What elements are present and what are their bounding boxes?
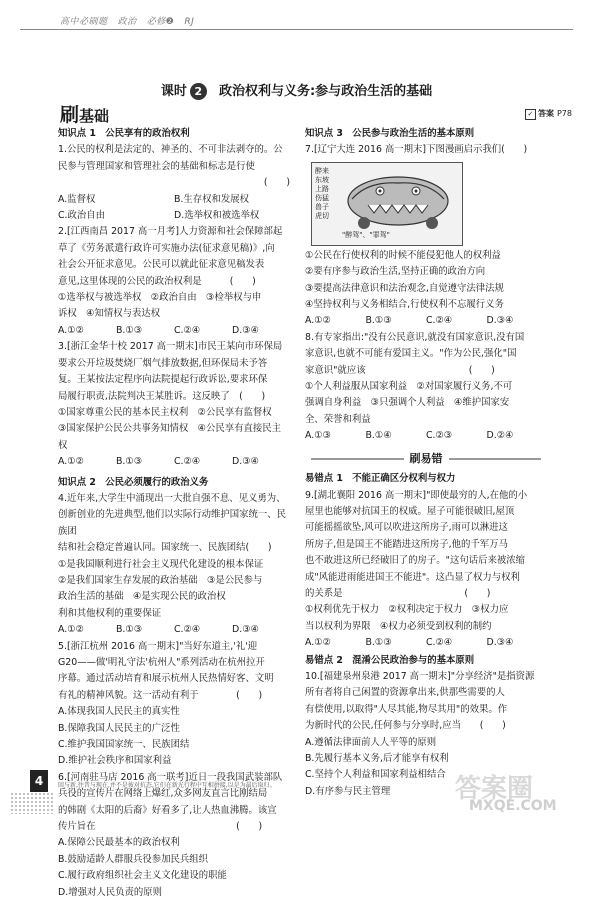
footer-motto: 回与新,往昔与现在,并不是彼对抗态,它们在新光行程中互相拼接,以是为最后取归。 — [58, 782, 276, 789]
cartoon-char: 路 — [322, 184, 329, 193]
q4-options — [58, 622, 290, 638]
option: C.②④ — [426, 315, 453, 327]
question-7 — [305, 142, 547, 329]
question-9 — [305, 488, 547, 652]
q9-line: ①权利优先于权力 ②权利决定于权力 ③权力应 — [305, 604, 509, 616]
q9-line: 所房子,但是国王不能踏进这所房子,他的千军万马 — [305, 538, 508, 550]
q1-line: ( ) — [263, 177, 290, 189]
q9-line: 可能摇摇欲坠,风可以吹进这所房子,雨可以淋进这 — [305, 522, 508, 534]
edition: RJ — [184, 17, 195, 27]
cartoon-char: 兽 — [315, 202, 322, 211]
q2-line: ①选举权与被选举权 ②政治自由 ③检举权与申 — [58, 292, 262, 304]
option: A.①② — [305, 315, 332, 327]
option: D.③④ — [232, 624, 260, 636]
option: C.②④ — [174, 624, 201, 636]
q3-line: 3.[浙江金华十校 2017 高一期末]市民王某向市环保局 — [58, 341, 283, 353]
q9-options — [305, 635, 547, 651]
option: B.①③ — [365, 315, 392, 327]
q4-line: 利和其他权利的重要保证 — [58, 607, 162, 619]
book: 必修❷ — [146, 17, 175, 27]
q5-line: 5.[浙江杭州 2016 高一期末]"当好东道主,'礼'迎 — [58, 640, 258, 652]
running-header — [60, 14, 194, 27]
option: C.②④ — [174, 324, 201, 336]
cartoon-char: 猛 — [322, 193, 329, 202]
q3-line: 局履行职责,法院判决王某胜诉。这反映了 ( ) — [58, 390, 266, 402]
q10-line: 为新时代的公民,任何参与分享时,应当 ( ) — [305, 720, 506, 732]
cartoon-char: 上 — [315, 184, 322, 193]
q4-line: 创新创业的先进典型,他们以实际行动维护国家统一、民族团 — [58, 509, 286, 537]
answer-reference — [525, 108, 572, 120]
q9-line: 当以权利为界限 ④权力必须受到权利的制约 — [305, 620, 492, 632]
q10-line: 所有者将自己闲置的资源拿出来,供那些需要的人 — [305, 687, 505, 699]
lesson-heading: 政治权利与义务:参与政治生活的基础 — [218, 84, 433, 99]
option: B.①④ — [365, 430, 392, 442]
q5-line: 序幕。通过活动培育和展示杭州人民热情好客、文明 — [58, 673, 274, 685]
q8-line: 8.有专家指出:"没有公民意识,就没有国家意识,没有国 — [305, 331, 525, 343]
error-point-2: 易错点 2 混淆公民政治参与的基本原则 — [305, 654, 475, 666]
watermark-logo — [455, 768, 575, 818]
cartoon-char: 来 — [322, 166, 329, 175]
option: D.增强对人民负责的原则 — [58, 886, 162, 898]
series-name: 高中必刷题 — [60, 17, 108, 27]
option: C.维护我国国家统一、民族团结 — [58, 739, 190, 751]
q1-line: 民参与管理国家和管理社会的基础和标志是行使 — [58, 160, 255, 172]
option: D.③④ — [486, 637, 514, 649]
q3-line: 要求公开垃圾焚烧厂烟气排放数据,但环保局未予答 — [58, 357, 268, 369]
brand-big: 刷 — [60, 104, 80, 126]
knowledge-point-1: 知识点 1 公民享有的政治权利 — [58, 128, 190, 139]
option: D.维护社会秩序和国家利益 — [58, 755, 172, 767]
cartoon-char: 虎 — [315, 211, 322, 220]
q4-line: 政治生活的基础 ④是实现公民的政治权 — [58, 591, 226, 603]
answer-page: P78 — [556, 109, 572, 118]
option: C.履行政府组织社会主义文化建设的职能 — [58, 870, 227, 882]
cartoon-image — [311, 162, 463, 246]
q4-line: ②是我们国家生存发展的政治基础 ③是公民参与 — [58, 574, 263, 586]
option: D.③④ — [486, 315, 514, 327]
cartoon-side-text — [315, 167, 335, 221]
option: B.先履行基本义务,后才能享有权利 — [305, 753, 449, 764]
option: D.有序参与民主管理 — [305, 785, 391, 797]
q7-line: ②要有序参与政治生活,坚持正确的政治方向 — [305, 266, 486, 278]
q3-line: ③国家保护公民公共事务知情权 ④公民享有直接民主权 — [58, 423, 282, 451]
option: B.①③ — [116, 324, 143, 336]
option: B.保障我国人民民主的广泛性 — [58, 722, 180, 734]
q1-options — [58, 192, 290, 225]
q8-options — [305, 428, 547, 444]
right-column — [305, 125, 547, 800]
q4-line: 4.近年来,大学生中涌现出一大批自强不息、见义勇为、 — [58, 492, 286, 504]
q2-line: 2.[江西南昌 2017 高一月考]人力资源和社会保障部起 — [58, 226, 283, 238]
watermark-line2: MXQE.COM — [469, 798, 557, 814]
q9-line: 成"风能进雨能进国王不能进"。这凸显了权力与权利 — [305, 571, 520, 583]
q3-options — [58, 454, 290, 470]
option: A.①② — [58, 624, 85, 636]
option: D.选举权和被选举权 — [174, 210, 260, 222]
option: A.保障公民最基本的政治权利 — [58, 837, 180, 849]
option: D.②④ — [486, 430, 514, 442]
option: B.①③ — [116, 624, 143, 636]
option: B.①③ — [365, 637, 392, 649]
question-2 — [58, 224, 290, 339]
cartoon-char: 子 — [322, 202, 329, 211]
option: A.①② — [58, 324, 85, 336]
q9-line: 屋里也能够对抗国王的权威。屋子可能很破旧,屋顶 — [305, 505, 515, 517]
q9-line: 9.[湖北襄阳 2016 高一期末]"即使最穷的人,在他的小 — [305, 489, 528, 501]
option: B.生存权和发展权 — [174, 193, 250, 205]
q3-line: 复。王某按法定程序向法院提起行政诉讼,要求环保 — [58, 374, 268, 386]
question-3 — [58, 339, 290, 470]
check-icon: ✓ — [525, 109, 536, 120]
q8-line: ①个人利益服从国家利益 ②对国家履行义务,不可 — [305, 381, 513, 393]
q1-line: 1.公民的权利是法定的、神圣的、不可非法剥夺的。公 — [58, 144, 283, 156]
subject: 政治 — [117, 17, 137, 27]
brand-small: 基础 — [79, 107, 110, 125]
option: A.遵循法律面前人人平等的原则 — [305, 736, 437, 748]
q9-line: 也不敢进这所已经破旧了的房子。"这句话后来被浓缩 — [305, 555, 525, 567]
q9-line: 的关系是 ( ) — [305, 587, 491, 599]
question-8 — [305, 330, 547, 445]
cartoon-char: 东 — [315, 175, 322, 184]
lesson-number: 2 — [190, 83, 207, 100]
option: A.体现我国人民民主的真实性 — [58, 706, 180, 718]
answer-label: 答案 — [537, 109, 554, 118]
q4-line: ①是我国顺利进行社会主义现代化建设的根本保证 — [58, 558, 264, 570]
q7-line: ④坚持权利与义务相结合,行使权利不忘履行义务 — [305, 299, 504, 311]
question-6 — [58, 770, 290, 901]
q8-line: 全、荣誉和利益 — [305, 413, 371, 425]
q2-line: 意见,这里体现的公民的政治权利是 ( ) — [58, 275, 256, 287]
q2-line: 诉权 ④知情权与表达权 — [58, 308, 161, 320]
brush-mistakes-heading: 刷易错 — [305, 451, 547, 467]
option: B.鼓励适龄人群服兵役参加民兵组织 — [58, 853, 209, 865]
header-rule — [20, 29, 573, 30]
q6-line: 兵役的宣传片在网络上爆红,众多网友直言比刚结局 — [58, 788, 268, 800]
q5-line: G20——做'明礼守法'杭州人"系列活动在杭州拉开 — [58, 657, 265, 668]
q6-line: 的韩剧《太阳的后裔》好看多了,让人热血沸腾。该宣 — [58, 804, 277, 816]
lesson-prefix: 课时 — [160, 84, 187, 99]
q6-line: 6.[河南驻马店 2016 高一联考]近日一段我国武装部队 — [58, 771, 283, 783]
question-1 — [58, 142, 290, 224]
q7-options — [305, 313, 547, 329]
cartoon-char: 切 — [322, 211, 329, 220]
q2-line: 草了《劳务派遣行政许可实施办法(征求意见稿)》,向 — [58, 242, 275, 254]
tiger-car-illustration — [338, 169, 456, 231]
option: A.①② — [305, 637, 332, 649]
q10-line: 10.[福建泉州泉港 2017 高一期末]"分享经济"是指资源 — [305, 670, 535, 682]
option: A.监督权 — [58, 193, 96, 205]
option: D.③④ — [232, 456, 260, 468]
q8-line: 家意识"就应该 ( ) — [305, 364, 495, 376]
option: C.②③ — [426, 430, 453, 442]
q7-line: 7.[辽宁大连 2016 高一期末]下图漫画启示我们( ) — [305, 144, 528, 156]
knowledge-point-3: 知识点 3 公民参与政治生活的基本原则 — [305, 128, 475, 139]
q5-line: 有礼的精神风貌。这一活动有利于 ( ) — [58, 689, 263, 701]
cartoon-char: 坡 — [322, 175, 329, 184]
lesson-title — [0, 80, 593, 100]
section-brand — [60, 100, 109, 127]
option: A.①② — [58, 456, 85, 468]
q3-line: ①国家尊重公民的基本民主权利 ②公民享有监督权 — [58, 406, 272, 418]
q7-line: ③要提高法律意识和法治观念,自觉遵守法律法规 — [305, 282, 504, 294]
page-number: 4 — [30, 770, 48, 792]
cartoon-char: 伤 — [315, 193, 322, 202]
option: A.①③ — [305, 430, 332, 442]
q2-line: 社会公开征求意见。公民可以就此征求意见稿发表 — [58, 259, 265, 271]
q6-line: 传片旨在 ( ) — [58, 821, 263, 833]
error-point-1: 易错点 1 不能正确区分权利与权力 — [305, 473, 456, 485]
cartoon-char: 醉 — [315, 166, 322, 175]
q2-options — [58, 323, 290, 339]
q7-line: ①公民在行使权利的时候不能侵犯他人的权利益 — [305, 249, 501, 261]
q10-line: 有偿使用,以取得"人尽其能,物尽其用"的效果。作 — [305, 703, 508, 715]
option: C.坚持个人利益和国家利益相结合 — [305, 769, 446, 781]
watermark-line1: 答案圈 — [455, 774, 534, 804]
option: C.②④ — [426, 637, 453, 649]
knowledge-point-2: 知识点 2 公民必须履行的政治义务 — [58, 476, 209, 488]
option: B.①③ — [116, 456, 143, 468]
q8-line: 强调自身利益 ③只强调个人利益 ④维护国家安 — [305, 397, 510, 409]
question-5 — [58, 639, 290, 770]
option: C.政治自由 — [58, 210, 106, 222]
q4-line: 结和社会稳定普遍认同。国家统一、民族团结( ) — [58, 542, 272, 554]
cartoon-caption: "醉驾"、"罪驾" — [342, 231, 390, 240]
option: C.②④ — [174, 456, 201, 468]
footer-pattern — [10, 792, 55, 814]
option: D.③④ — [232, 324, 260, 336]
question-4 — [58, 491, 290, 639]
q8-line: 家意识,也就不可能有爱国主义。"作为公民,强化"国 — [305, 348, 517, 360]
